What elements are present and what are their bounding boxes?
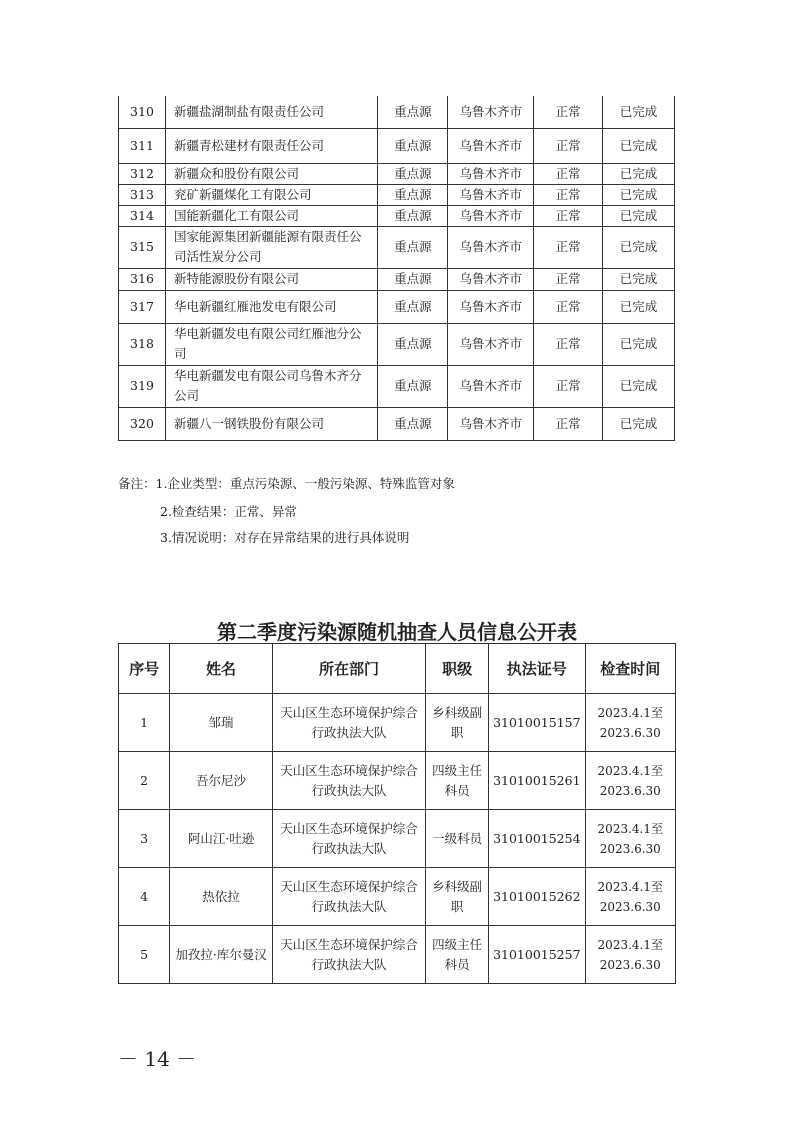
- license-number: 31010015254: [489, 810, 585, 868]
- source-type: 重点源: [378, 226, 448, 268]
- city: 乌鲁木齐市: [448, 128, 534, 163]
- row-number: 2: [119, 752, 170, 810]
- table-row: [119, 96, 675, 128]
- inspector-table: [118, 643, 676, 984]
- table-row: [119, 205, 675, 226]
- check-result: 正常: [534, 365, 603, 407]
- city: 乌鲁木齐市: [448, 290, 534, 323]
- row-number: 319: [119, 365, 166, 407]
- table-row: [119, 752, 676, 810]
- column-header: 检查时间: [585, 644, 675, 694]
- city: 乌鲁木齐市: [448, 205, 534, 226]
- note-line-1: 备注：1.企业类型：重点污染源、一般污染源、特殊监管对象: [118, 476, 455, 491]
- column-header: 所在部门: [272, 644, 425, 694]
- city: 乌鲁木齐市: [448, 268, 534, 290]
- company-name: 国能新疆化工有限公司: [165, 205, 378, 226]
- status: 已完成: [603, 290, 675, 323]
- source-type: 重点源: [378, 163, 448, 184]
- table-row: [119, 268, 675, 290]
- table-row: [119, 184, 675, 205]
- row-number: 320: [119, 407, 166, 440]
- city: 乌鲁木齐市: [448, 96, 534, 128]
- city: 乌鲁木齐市: [448, 407, 534, 440]
- person-name: 吾尔尼沙: [170, 752, 273, 810]
- license-number: 31010015262: [489, 868, 585, 926]
- table-row: [119, 810, 676, 868]
- company-name: 国家能源集团新疆能源有限责任公司活性炭分公司: [165, 226, 378, 268]
- city: 乌鲁木齐市: [448, 163, 534, 184]
- city: 乌鲁木齐市: [448, 323, 534, 365]
- row-number: 318: [119, 323, 166, 365]
- person-name: 邹瑞: [170, 694, 273, 752]
- inspection-period: 2023.4.1至2023.6.30: [585, 694, 675, 752]
- check-result: 正常: [534, 290, 603, 323]
- page-number: － 14 －: [118, 1047, 197, 1071]
- column-header: 执法证号: [489, 644, 585, 694]
- check-result: 正常: [534, 128, 603, 163]
- row-number: 312: [119, 163, 166, 184]
- table-row: [119, 226, 675, 268]
- status: 已完成: [603, 96, 675, 128]
- inspection-period: 2023.4.1至2023.6.30: [585, 752, 675, 810]
- license-number: 31010015157: [489, 694, 585, 752]
- rank: 四级主任科员: [426, 752, 489, 810]
- department: 天山区生态环境保护综合行政执法大队: [272, 868, 425, 926]
- source-type: 重点源: [378, 290, 448, 323]
- row-number: 315: [119, 226, 166, 268]
- status: 已完成: [603, 184, 675, 205]
- status: 已完成: [603, 128, 675, 163]
- table-row: [119, 163, 675, 184]
- company-name: 新疆八一钢铁股份有限公司: [165, 407, 378, 440]
- row-number: 4: [119, 868, 170, 926]
- source-type: 重点源: [378, 268, 448, 290]
- table-title: 第二季度污染源随机抽查人员信息公开表: [217, 620, 577, 644]
- company-name: 新疆青松建材有限责任公司: [165, 128, 378, 163]
- table-row: [119, 290, 675, 323]
- source-type: 重点源: [378, 365, 448, 407]
- inspection-period: 2023.4.1至2023.6.30: [585, 868, 675, 926]
- status: 已完成: [603, 226, 675, 268]
- check-result: 正常: [534, 226, 603, 268]
- table-row: [119, 365, 675, 407]
- column-header: 姓名: [170, 644, 273, 694]
- person-name: 加孜拉·库尔曼汉: [170, 926, 273, 984]
- table-row: [119, 407, 675, 440]
- source-type: 重点源: [378, 205, 448, 226]
- row-number: 314: [119, 205, 166, 226]
- inspection-period: 2023.4.1至2023.6.30: [585, 810, 675, 868]
- company-name: 新疆众和股份有限公司: [165, 163, 378, 184]
- source-type: 重点源: [378, 184, 448, 205]
- status: 已完成: [603, 205, 675, 226]
- status: 已完成: [603, 323, 675, 365]
- table-row: [119, 128, 675, 163]
- row-number: 310: [119, 96, 166, 128]
- source-type: 重点源: [378, 128, 448, 163]
- check-result: 正常: [534, 205, 603, 226]
- status: 已完成: [603, 268, 675, 290]
- column-header: 职级: [426, 644, 489, 694]
- check-result: 正常: [534, 323, 603, 365]
- city: 乌鲁木齐市: [448, 184, 534, 205]
- status: 已完成: [603, 163, 675, 184]
- license-number: 31010015261: [489, 752, 585, 810]
- check-result: 正常: [534, 268, 603, 290]
- rank: 一级科员: [426, 810, 489, 868]
- row-number: 1: [119, 694, 170, 752]
- company-name: 华电新疆红雁池发电有限公司: [165, 290, 378, 323]
- rank: 四级主任科员: [426, 926, 489, 984]
- check-result: 正常: [534, 163, 603, 184]
- row-number: 311: [119, 128, 166, 163]
- department: 天山区生态环境保护综合行政执法大队: [272, 752, 425, 810]
- source-type: 重点源: [378, 323, 448, 365]
- inspection-period: 2023.4.1至2023.6.30: [585, 926, 675, 984]
- check-result: 正常: [534, 407, 603, 440]
- check-result: 正常: [534, 184, 603, 205]
- status: 已完成: [603, 407, 675, 440]
- license-number: 31010015257: [489, 926, 585, 984]
- company-name: 华电新疆发电有限公司乌鲁木齐分公司: [165, 365, 378, 407]
- row-number: 317: [119, 290, 166, 323]
- person-name: 阿山江·吐逊: [170, 810, 273, 868]
- row-number: 3: [119, 810, 170, 868]
- department: 天山区生态环境保护综合行政执法大队: [272, 694, 425, 752]
- note-line-3: 3.情况说明：对存在异常结果的进行具体说明: [160, 530, 410, 545]
- note-line-2: 2.检查结果：正常、异常: [160, 504, 297, 519]
- check-result: 正常: [534, 96, 603, 128]
- company-name: 新疆盐湖制盐有限责任公司: [165, 96, 378, 128]
- table-row: [119, 323, 675, 365]
- status: 已完成: [603, 365, 675, 407]
- company-name: 华电新疆发电有限公司红雁池分公司: [165, 323, 378, 365]
- rank: 乡科级副职: [426, 694, 489, 752]
- table-row: [119, 868, 676, 926]
- column-header: 序号: [119, 644, 170, 694]
- person-name: 热依拉: [170, 868, 273, 926]
- source-type: 重点源: [378, 407, 448, 440]
- row-number: 313: [119, 184, 166, 205]
- city: 乌鲁木齐市: [448, 365, 534, 407]
- source-type: 重点源: [378, 96, 448, 128]
- row-number: 316: [119, 268, 166, 290]
- rank: 乡科级副职: [426, 868, 489, 926]
- city: 乌鲁木齐市: [448, 226, 534, 268]
- pollution-source-table: [118, 96, 675, 441]
- company-name: 新特能源股份有限公司: [165, 268, 378, 290]
- company-name: 兖矿新疆煤化工有限公司: [165, 184, 378, 205]
- table-row: [119, 694, 676, 752]
- row-number: 5: [119, 926, 170, 984]
- department: 天山区生态环境保护综合行政执法大队: [272, 926, 425, 984]
- table-row: [119, 926, 676, 984]
- department: 天山区生态环境保护综合行政执法大队: [272, 810, 425, 868]
